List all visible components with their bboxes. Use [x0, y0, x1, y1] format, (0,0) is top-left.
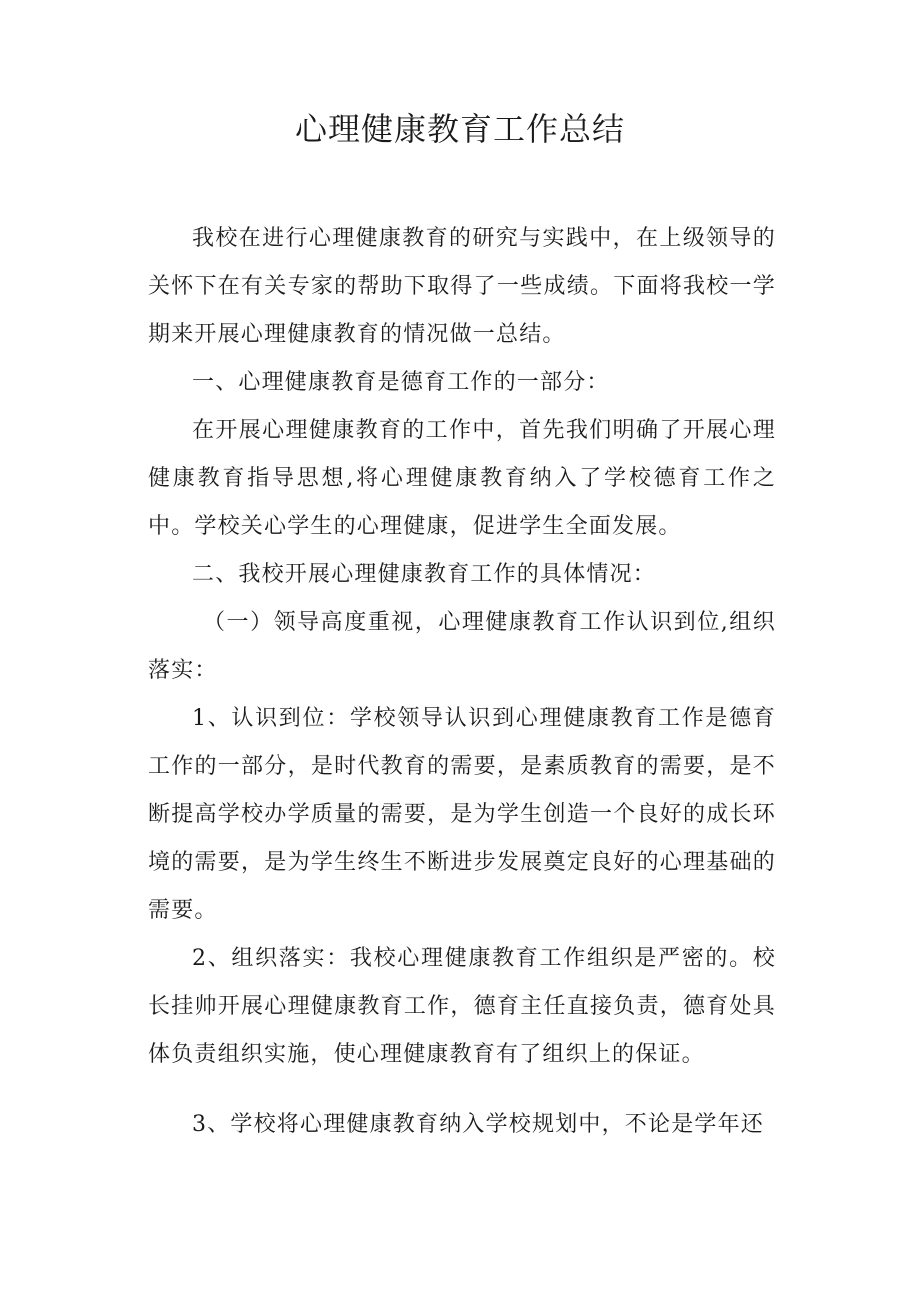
subsection-heading-1: （一）领导高度重视，心理健康教育工作认识到位,组织落实：	[148, 610, 776, 683]
document-body	[148, 215, 776, 1149]
section-1-paragraph: 在开展心理健康教育的工作中，首先我们明确了开展心理健康教育指导思想,将心理健康教育纳入了学校德育工作之中。学校关心学生的心理健康，促进学生全面发展。	[148, 418, 776, 539]
document-title: 心理健康教育工作总结	[294, 110, 625, 148]
item-2-paragraph: 2、组织落实：我校心理健康教育工作组织是严密的。校长挂帅开展心理健康教育工作，德育主任直接负责，德育处具体负责组织实施，使心理健康教育有了组织上的保证。	[148, 946, 776, 1067]
section-heading-2: 二、我校开展心理健康教育工作的具体情况：	[192, 562, 657, 587]
item-3-paragraph: 3、学校将心理健康教育纳入学校规划中，不论是学年还	[192, 1112, 764, 1137]
intro-paragraph: 我校在进行心理健康教育的研究与实践中，在上级领导的关怀下在有关专家的帮助下取得了一些成绩。下面将我校一学期来开展心理健康教育的情况做一总结。	[148, 226, 776, 347]
section-heading-1: 一、心理健康教育是德育工作的一部分：	[192, 370, 610, 395]
item-1-paragraph: 1、认识到位：学校领导认识到心理健康教育工作是德育工作的一部分，是时代教育的需要，是素质教育的需要，是不断提高学校办学质量的需要，是为学生创造一个良好的成长环境的需要，是为学生终生不断进步发展奠定良好的心理基础的需要。	[148, 706, 776, 923]
